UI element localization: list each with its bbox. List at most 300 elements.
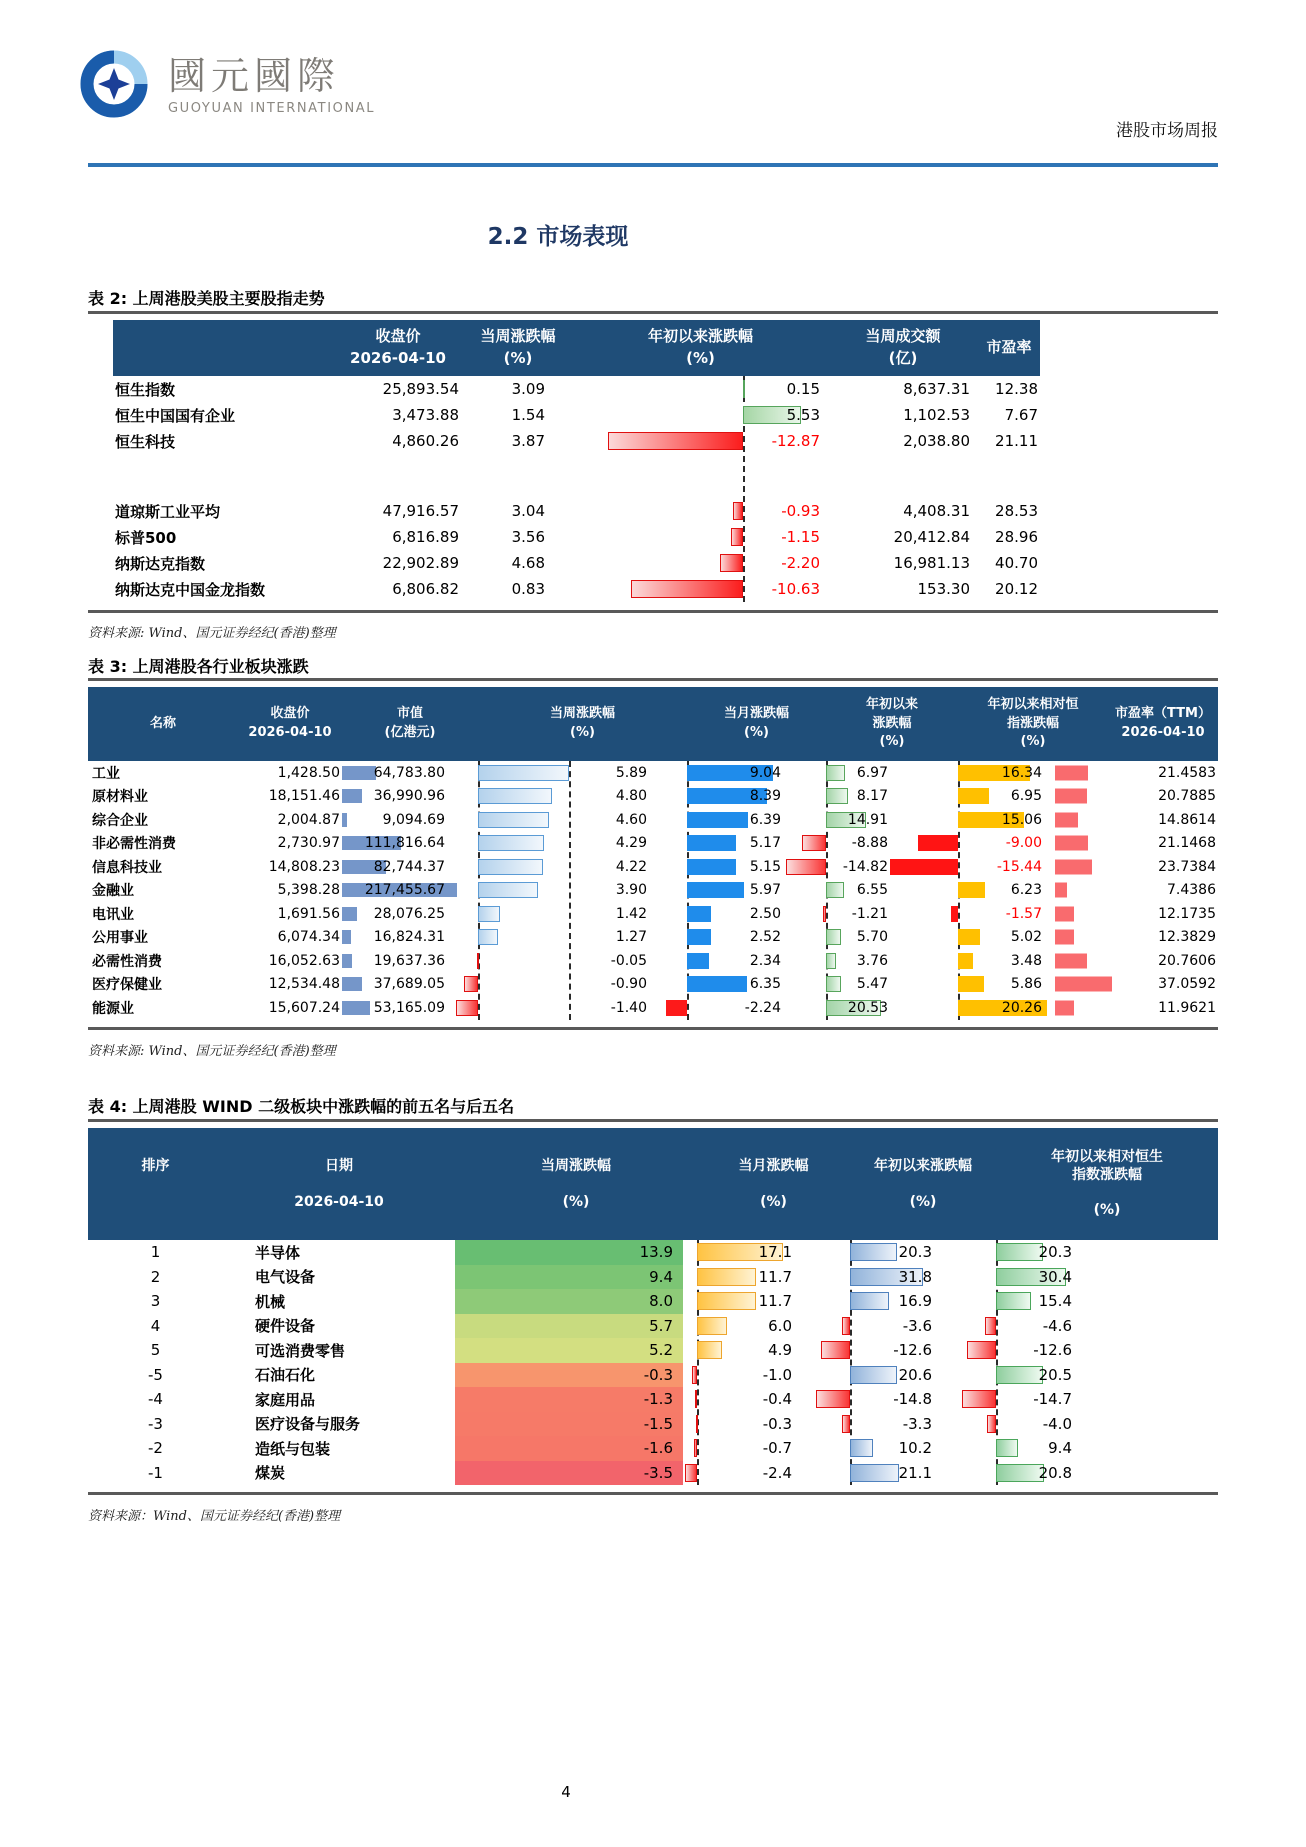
index-name: 恒生指数 (115, 380, 176, 399)
pe-bar (1055, 883, 1067, 898)
pe-bar (1055, 812, 1078, 827)
wow-change: 4.60 (615, 811, 647, 828)
rel-bar (996, 1292, 1031, 1310)
rel-cell (958, 879, 1048, 903)
table2-top-line (88, 311, 1218, 314)
rel-cell (958, 785, 1048, 809)
mcap-bar (342, 907, 357, 921)
wow-heat-cell (455, 1461, 697, 1486)
pe-ratio: 28.96 (995, 528, 1038, 546)
pe-ratio: 11.9621 (1158, 999, 1216, 1016)
mom-bar (697, 1317, 727, 1335)
rel-bar (996, 1243, 1043, 1261)
block-name: 硬件设备 (255, 1317, 316, 1336)
ytd-bar (850, 1292, 889, 1310)
mom-bar (687, 835, 736, 851)
mom-bar (685, 1464, 697, 1482)
pe-ratio: 21.4583 (1158, 764, 1216, 781)
close-price: 4,860.26 (392, 432, 459, 450)
rel-cell (996, 1240, 1218, 1265)
mom-change: 5.15 (749, 858, 781, 875)
ytd-bar (826, 882, 844, 898)
rel-bar (967, 1341, 996, 1359)
table3-top-line (88, 678, 1218, 681)
table-row (113, 576, 1040, 602)
rel-cell (996, 1265, 1218, 1290)
rank: -1 (148, 1463, 163, 1482)
rank: -5 (148, 1365, 163, 1384)
pe-bar (1055, 930, 1074, 945)
rel-change: -4.0 (1042, 1414, 1072, 1433)
rel-cell (996, 1461, 1218, 1486)
rel-bar (987, 1415, 996, 1433)
mom-change: 5.97 (749, 882, 781, 899)
close-price: 47,916.57 (382, 502, 459, 520)
mom-change: 2.34 (749, 952, 781, 969)
pe-cell (1048, 761, 1218, 785)
pe-ratio: 20.12 (995, 580, 1038, 598)
table3-bottom-line (88, 1027, 1218, 1030)
pe-ratio: 20.7885 (1158, 788, 1216, 805)
mcap-bar (342, 789, 362, 803)
ytd-change: 5.47 (856, 976, 888, 993)
table4-source: 资料来源：Wind、国元证券经纪(香港)整理 (88, 1509, 341, 1524)
ytd-cell (826, 996, 958, 1020)
pe-ratio: 20.7606 (1158, 952, 1216, 969)
pe-bar (1055, 859, 1092, 874)
section-title: 2.2 市场表现 (487, 224, 629, 250)
page-number: 4 (561, 1783, 571, 1801)
header-rule (88, 163, 1218, 167)
ytd-bar (826, 788, 848, 804)
mom-cell (687, 973, 826, 997)
wow-change: 4.80 (615, 788, 647, 805)
table2-bottom-line (88, 610, 1218, 613)
wow-change: 13.9 (639, 1243, 673, 1262)
table4-top-line (88, 1119, 1218, 1122)
mom-change: 6.39 (749, 811, 781, 828)
rel-cell (996, 1314, 1218, 1339)
ytd-bar (826, 953, 836, 969)
wow-bar (464, 976, 478, 992)
mcap: 82,744.37 (373, 858, 445, 875)
table-row (88, 996, 1218, 1020)
wow-bar (478, 859, 543, 875)
mom-change: 6.0 (768, 1316, 792, 1335)
mcap: 28,076.25 (373, 905, 445, 922)
table2-indices (113, 320, 1040, 602)
ytd-change: -8.88 (851, 835, 888, 852)
table4-header (88, 1128, 1218, 1240)
block-name: 电气设备 (255, 1268, 316, 1287)
table-row (88, 761, 1218, 785)
table-row (88, 855, 1218, 879)
table-row (88, 949, 1218, 973)
block-name: 机械 (255, 1292, 286, 1311)
mcap: 217,455.67 (364, 882, 445, 899)
mom-change: 11.7 (758, 1267, 792, 1286)
ytd-change: 3.76 (856, 952, 888, 969)
wow-cell (478, 832, 687, 856)
mom-cell (697, 1461, 850, 1486)
ytd-change: 6.97 (856, 764, 888, 781)
ytd-change: -3.3 (902, 1414, 932, 1433)
close-price: 22,902.89 (382, 554, 459, 572)
ytd-bar (842, 1317, 850, 1335)
wow-bar (478, 788, 552, 804)
rank: 3 (150, 1292, 161, 1311)
ytd-change: -1.21 (851, 905, 888, 922)
col-header-date: 日期 2026-04-10 (294, 1157, 384, 1210)
spacer-row (113, 454, 1040, 498)
col-header-close: 收盘价 2026-04-10 (248, 706, 332, 740)
wow-cell (478, 902, 687, 926)
ytd-bar (850, 1439, 873, 1457)
ytd-bar (826, 929, 841, 945)
mom-cell (697, 1240, 850, 1265)
wow-change: 1.27 (615, 929, 647, 946)
col-header-wow: 当周涨跌幅 (%) (541, 1157, 611, 1210)
col-header-rank: 排序 (141, 1157, 170, 1174)
rel-change: 20.26 (1001, 999, 1042, 1016)
pe-ratio: 21.1468 (1158, 835, 1216, 852)
mom-change: -1.0 (762, 1365, 792, 1384)
close-price: 12,534.48 (268, 976, 340, 993)
mom-cell (687, 926, 826, 950)
pe-cell (1048, 855, 1218, 879)
close-price: 25,893.54 (382, 380, 459, 398)
ytd-bar (823, 906, 826, 922)
wow-change: 1.42 (615, 905, 647, 922)
wow-change: 4.22 (615, 858, 647, 875)
ytd-change: -0.93 (781, 502, 820, 520)
rel-bar (958, 976, 984, 992)
col-header-ytd: 年初以来 涨跌幅 (%) (865, 696, 918, 750)
pe-bar (1055, 765, 1088, 780)
table2-body (113, 376, 1040, 602)
table-row (88, 785, 1218, 809)
brand-name-en: GUOYUAN INTERNATIONAL (168, 100, 376, 116)
close-price: 16,052.63 (268, 952, 340, 969)
sector-name: 电讯业 (92, 906, 134, 923)
rank: -2 (148, 1439, 163, 1458)
ytd-bar (821, 1341, 850, 1359)
rel-cell (958, 808, 1048, 832)
mom-bar (687, 882, 744, 898)
ytd-change: -14.8 (893, 1390, 932, 1409)
mom-cell (687, 808, 826, 832)
close-price: 15,607.24 (268, 999, 340, 1016)
turnover: 1,102.53 (903, 406, 970, 424)
mcap: 64,783.80 (373, 764, 445, 781)
rel-cell (996, 1363, 1218, 1388)
close-price: 6,074.34 (277, 929, 340, 946)
rank: 5 (150, 1341, 161, 1360)
rel-bar (996, 1464, 1044, 1482)
wow-change: 5.7 (649, 1316, 673, 1335)
turnover: 153.30 (917, 580, 970, 598)
turnover: 8,637.31 (903, 380, 970, 398)
rel-change: 30.4 (1038, 1267, 1072, 1286)
rel-change: -4.6 (1042, 1316, 1072, 1335)
col-header-wow: 当周涨跌幅 (%) (480, 327, 556, 367)
block-name: 半导体 (255, 1243, 301, 1262)
rel-bar (958, 929, 980, 945)
table-row (88, 1363, 1218, 1388)
rel-bar (951, 906, 958, 922)
table2-title: 表 2: 上周港股美股主要股指走势 (88, 289, 325, 308)
pe-cell (1048, 832, 1218, 856)
mcap-bar (342, 766, 376, 780)
mom-bar (687, 906, 711, 922)
wow-change: -0.90 (610, 976, 647, 993)
sector-name: 原材料业 (92, 789, 148, 806)
mcap: 36,990.96 (373, 788, 445, 805)
ytd-cell (850, 1412, 996, 1437)
close-price: 6,806.82 (392, 580, 459, 598)
rel-cell (958, 902, 1048, 926)
ytd-cell (826, 926, 958, 950)
wow-bar (478, 812, 549, 828)
mcap-cell (342, 926, 478, 950)
ytd-bar (802, 835, 826, 851)
close-price: 2,004.87 (277, 811, 340, 828)
mom-bar (687, 929, 711, 945)
ytd-bar (608, 432, 743, 450)
pe-ratio: 28.53 (995, 502, 1038, 520)
ytd-cell (826, 808, 958, 832)
table4-bottom-line (88, 1492, 1218, 1495)
pe-ratio: 21.11 (995, 432, 1038, 450)
mcap-cell (342, 832, 478, 856)
pe-ratio: 37.0592 (1158, 976, 1216, 993)
mom-cell (687, 949, 826, 973)
rel-change: 5.02 (1010, 929, 1042, 946)
ytd-bar (850, 1243, 897, 1261)
table-row (88, 973, 1218, 997)
pe-cell (1048, 902, 1218, 926)
rel-cell (958, 855, 1048, 879)
mcap-cell (342, 785, 478, 809)
ytd-change-cell (573, 498, 828, 524)
ytd-change: 14.91 (847, 811, 888, 828)
wow-cell (478, 973, 687, 997)
rel-change: 20.5 (1038, 1365, 1072, 1384)
ytd-cell (850, 1289, 996, 1314)
wow-change: 3.90 (615, 882, 647, 899)
ytd-cell (826, 761, 958, 785)
ytd-bar (826, 765, 845, 781)
wow-change: 3.87 (511, 432, 545, 450)
sector-name: 必需性消费 (92, 953, 162, 970)
rel-change: -12.6 (1033, 1341, 1072, 1360)
mom-change: 11.7 (758, 1292, 792, 1311)
wow-change: -1.40 (610, 999, 647, 1016)
index-name: 恒生中国国有企业 (115, 406, 236, 425)
table-row (88, 1338, 1218, 1363)
pe-ratio: 14.8614 (1158, 811, 1216, 828)
wow-heat-cell (455, 1314, 697, 1339)
wow-cell (478, 879, 687, 903)
ytd-change: -12.6 (893, 1341, 932, 1360)
pe-bar (1055, 953, 1087, 968)
table-row (88, 808, 1218, 832)
wow-change: -3.5 (643, 1463, 673, 1482)
col-header-pe: 市盈率（TTM） 2026-04-10 (1115, 706, 1211, 740)
mom-bar (666, 1000, 687, 1016)
mcap: 9,094.69 (382, 811, 445, 828)
ytd-cell (826, 949, 958, 973)
ytd-bar (733, 502, 743, 520)
rel-cell (996, 1387, 1218, 1412)
ytd-bar (826, 976, 841, 992)
table-row (88, 902, 1218, 926)
table-row (113, 376, 1040, 402)
mom-bar (687, 812, 748, 828)
mom-cell (697, 1265, 850, 1290)
col-header-mcap: 市值 (亿港元) (384, 706, 436, 740)
wow-cell (478, 808, 687, 832)
rank: -4 (148, 1390, 163, 1409)
rel-bar (958, 953, 973, 969)
block-name: 造纸与包装 (255, 1439, 331, 1458)
mom-bar (697, 1341, 722, 1359)
wow-heat-cell (455, 1265, 697, 1290)
mcap-bar (342, 930, 351, 944)
table-row (88, 1314, 1218, 1339)
ytd-cell (850, 1363, 996, 1388)
turnover: 2,038.80 (903, 432, 970, 450)
wow-change: 4.68 (511, 554, 545, 572)
mcap-cell (342, 879, 478, 903)
wow-bar (478, 906, 500, 922)
wow-heat-cell (455, 1289, 697, 1314)
rel-change: 15.06 (1001, 811, 1042, 828)
wow-change: 5.89 (615, 764, 647, 781)
ytd-change: 5.70 (856, 929, 888, 946)
mom-change: -0.3 (762, 1414, 792, 1433)
table3-header (88, 687, 1218, 761)
table-row (88, 1240, 1218, 1265)
ytd-bar (842, 1415, 850, 1433)
wow-heat-cell (455, 1387, 697, 1412)
pe-ratio: 7.67 (1004, 406, 1038, 424)
wow-cell (478, 996, 687, 1020)
mom-change: -0.7 (762, 1439, 792, 1458)
rel-bar (985, 1317, 996, 1335)
col-header-pe: 市盈率 (986, 338, 1032, 357)
ytd-bar (731, 528, 743, 546)
rel-bar (996, 1439, 1018, 1457)
rel-change: 20.8 (1038, 1463, 1072, 1482)
pe-cell (1048, 926, 1218, 950)
rel-cell (958, 832, 1048, 856)
rank: 2 (150, 1267, 161, 1286)
close-price: 3,473.88 (392, 406, 459, 424)
rel-change: -14.7 (1033, 1390, 1072, 1409)
pe-ratio: 12.1735 (1158, 905, 1216, 922)
rank: 4 (150, 1316, 161, 1335)
close-price: 14,808.23 (268, 858, 340, 875)
rel-cell (958, 973, 1048, 997)
col-header-blank (113, 320, 333, 376)
ytd-change: 16.9 (898, 1292, 932, 1311)
index-name: 纳斯达克指数 (115, 554, 206, 573)
table2-source: 资料来源: Wind、国元证券经纪(香港)整理 (88, 626, 336, 641)
mom-cell (687, 761, 826, 785)
rel-cell (996, 1338, 1218, 1363)
col-header-name: 名称 (149, 715, 176, 731)
rel-cell (996, 1289, 1218, 1314)
mcap-cell (342, 761, 478, 785)
ytd-cell (826, 902, 958, 926)
turnover: 16,981.13 (893, 554, 970, 572)
rel-change: 3.48 (1010, 952, 1042, 969)
rel-bar (918, 835, 958, 851)
wow-change: 3.56 (511, 528, 545, 546)
mcap: 16,824.31 (373, 929, 445, 946)
close-price: 1,691.56 (277, 905, 340, 922)
table-row (88, 1387, 1218, 1412)
ytd-change: 5.53 (786, 406, 820, 424)
wow-cell (478, 926, 687, 950)
sector-name: 公用事业 (92, 930, 148, 947)
table-row (113, 402, 1040, 428)
mcap-cell (342, 973, 478, 997)
wow-change: 8.0 (649, 1292, 673, 1311)
mom-cell (687, 902, 826, 926)
mom-change: 6.35 (749, 976, 781, 993)
mom-change: -2.24 (744, 999, 781, 1016)
wow-bar (477, 953, 479, 969)
ytd-change: -10.63 (771, 580, 820, 598)
pe-bar (1055, 836, 1088, 851)
mom-bar (687, 953, 709, 969)
pe-ratio: 12.38 (995, 380, 1038, 398)
close-price: 6,816.89 (392, 528, 459, 546)
mcap: 19,637.36 (373, 952, 445, 969)
col-header-close: 收盘价 2026-04-10 (350, 327, 446, 367)
table-row (88, 926, 1218, 950)
ytd-bar (631, 580, 743, 598)
ytd-change-cell (573, 376, 828, 402)
table-row (88, 832, 1218, 856)
mom-cell (697, 1289, 850, 1314)
ytd-change-cell (573, 576, 828, 602)
table3-body (88, 761, 1218, 1020)
pe-ratio: 23.7384 (1158, 858, 1216, 875)
pe-cell (1048, 973, 1218, 997)
mom-cell (687, 996, 826, 1020)
ytd-change-cell (573, 402, 828, 428)
pe-ratio: 12.3829 (1158, 929, 1216, 946)
turnover: 20,412.84 (893, 528, 970, 546)
wow-change: -1.5 (643, 1414, 673, 1433)
close-price: 2,730.97 (277, 835, 340, 852)
wow-heat-cell (455, 1338, 697, 1363)
wow-cell (478, 785, 687, 809)
wow-cell (478, 949, 687, 973)
ytd-cell (826, 785, 958, 809)
wow-change: -1.6 (643, 1439, 673, 1458)
ytd-cell (850, 1436, 996, 1461)
mom-cell (697, 1363, 850, 1388)
ytd-change: 8.17 (856, 788, 888, 805)
mom-change: 5.17 (749, 835, 781, 852)
ytd-cell (850, 1240, 996, 1265)
rel-change: -15.44 (996, 858, 1042, 875)
mom-change: 4.9 (768, 1341, 792, 1360)
